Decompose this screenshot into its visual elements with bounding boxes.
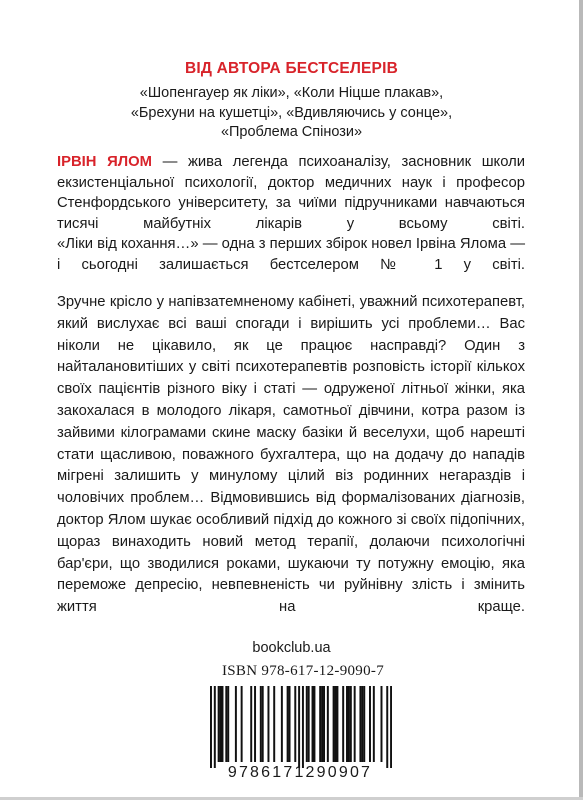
barcode-bar [273,686,275,762]
barcode-bar [323,686,325,762]
author-intro [57,152,525,275]
barcode-bar [221,686,223,762]
barcode-bar [227,686,229,762]
barcode-bar [220,686,222,762]
barcode-bar [333,686,335,762]
barcode-bar [254,686,256,762]
barcode-bar [312,686,314,762]
barcode-bar [369,686,371,762]
barcode-bar [214,686,216,768]
barcode [210,686,392,768]
footer [0,640,583,656]
barcode-bar [350,686,352,762]
isbn-label: ISBN 978-617-12-9090-7 [221,663,384,679]
barcode-bar [342,686,344,762]
barcode-bar [336,686,338,762]
bestseller-titles-line-1: «Шопенгауер як ліки», «Коли Ніцше плакав», [139,85,444,101]
barcode-bar [363,686,365,762]
bestseller-titles-line-3: «Проблема Спінози» [220,124,363,140]
barcode-bar [346,686,348,762]
website-link[interactable]: bookclub.ua [252,640,331,656]
barcode-bar [267,686,269,762]
barcode-bar [327,686,329,762]
barcode-bar [287,686,289,762]
barcode-bar [313,686,315,762]
barcode-bar [210,686,212,768]
barcode-bar [335,686,337,762]
author-description: — жива легенда психоаналізу, засновник школи екзистенціальної психології, доктор медичних наук і професор Стенфордського університету, за чиїми підручниками навчаються тисячі майбутніх лікарів у всьому світі. [57,154,526,232]
barcode-bar [260,686,262,762]
book-paragraph: «Ліки від кохання…» — одна з перших збірок новел Ірвіна Ялома — і сьогодні залишається бестселером № 1 у світі. [57,236,525,273]
barcode-bar [373,686,375,762]
barcode-digits: 9786171290907 [227,764,373,781]
barcode-bar [281,686,283,762]
barcode-bar [381,686,383,762]
barcode-bar [359,686,361,762]
bestsellers-header [0,60,583,143]
barcode-bar [262,686,264,762]
barcode-bar [308,686,310,762]
barcode-bar [218,686,220,762]
barcode-bar [306,686,308,762]
barcode-bar [302,686,304,768]
barcode-bar [321,686,323,762]
barcode-bar [390,686,392,768]
barcode-bar [348,686,350,762]
barcode-bar [235,686,237,762]
author-name: ІРВІН ЯЛОМ [57,154,152,170]
barcode-bar [294,686,296,762]
barcode-bar [298,686,300,768]
barcode-bar [250,686,252,762]
barcode-bar [289,686,291,762]
barcode-bar [241,686,243,762]
barcode-bar [319,686,321,762]
bestsellers-heading: ВІД АВТОРА БЕСТСЕЛЕРІВ [185,60,398,77]
barcode-bar [386,686,388,768]
book-description: Зручне крісло у напівзатемненому кабінеті, уважний психотерапевт, який вислухає всі ваші спогади і вирішить усі проблеми… Вас ніколи не цікавило, як це працює насправді? Один з найталановитіших у світі психотерапевтів розповість історії кількох своїх пацієнтів різного віку і статі — одруженої літньої жінки, яка закохалася в молодого лікаря, самотньої дівчини, котра разом із зайвими кілограмами скине маску базіки й веселухи, щоб нарешті стати щасливою, поважного бухгалтера, що на додачу до нападів мігрені залишить у минулому цілий віз родинних негараздів і чоловічих проблем… Відмовившись від формалізованих діагнозів, доктор Ялом шукає особливий підхід до кожного зі своїх підопічних, щораз винаходить новий метод терапії, долаючи психологічні бар'єри, що зводилися роками, шукаючи ту потужну емоцію, яка переможе депресію, невпевненість чи руйнівну злість і змінить життя на краще. [57,294,525,616]
barcode-bar [354,686,356,762]
barcode-bar [225,686,227,762]
barcode-bar [361,686,363,762]
author-paragraph [57,152,525,234]
bestseller-titles-line-2: «Брехуни на кушетці», «Вдивляючись у сонце», [130,104,453,121]
